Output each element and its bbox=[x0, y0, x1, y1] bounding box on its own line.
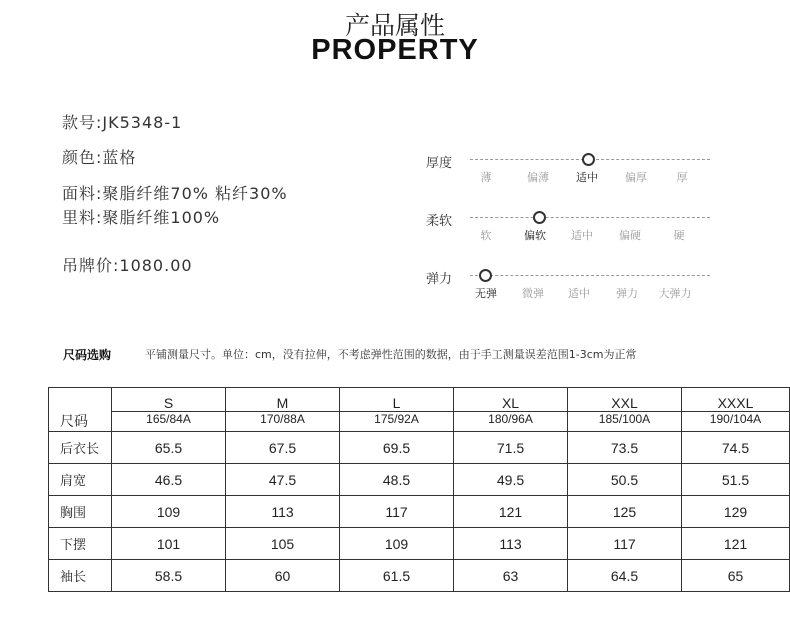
table-row bbox=[49, 528, 790, 560]
scale-option: 适中 bbox=[568, 287, 590, 300]
table-cell: 46.5 bbox=[112, 464, 226, 496]
scale-label: 柔软 bbox=[426, 214, 453, 229]
table-cell: 49.5 bbox=[454, 464, 568, 496]
table-cell: 109 bbox=[112, 496, 226, 528]
scale-option-selected: 无弹 bbox=[475, 287, 497, 300]
row-label: 下摆 bbox=[49, 528, 112, 560]
size-name: XXL bbox=[568, 388, 682, 412]
scale-marker bbox=[479, 269, 492, 282]
size-spec: 175/92A bbox=[340, 412, 454, 432]
table-cell: 47.5 bbox=[226, 464, 340, 496]
scale-option: 硬 bbox=[673, 229, 685, 242]
size-name: S bbox=[112, 388, 226, 412]
table-row bbox=[49, 464, 790, 496]
table-cell: 50.5 bbox=[568, 464, 682, 496]
style-number: 款号:JK5348-1 bbox=[62, 113, 183, 132]
table-cell: 113 bbox=[226, 496, 340, 528]
size-section-note: 平铺测量尺寸。单位：cm，没有拉伸，不考虑弹性范围的数据，由于手工测量误差范围1-3cm为正常 bbox=[145, 348, 637, 361]
size-spec: 180/96A bbox=[454, 412, 568, 432]
table-cell: 74.5 bbox=[682, 432, 790, 464]
size-spec: 170/88A bbox=[226, 412, 340, 432]
scale-option: 软 bbox=[480, 229, 492, 242]
size-name: M bbox=[226, 388, 340, 412]
size-corner-label: 尺码 bbox=[49, 388, 112, 432]
table-cell: 113 bbox=[454, 528, 568, 560]
table-cell: 125 bbox=[568, 496, 682, 528]
row-label: 袖长 bbox=[49, 560, 112, 592]
size-spec: 190/104A bbox=[682, 412, 790, 432]
table-cell: 129 bbox=[682, 496, 790, 528]
scale-option: 偏硬 bbox=[619, 229, 641, 242]
table-row bbox=[49, 432, 790, 464]
table-cell: 67.5 bbox=[226, 432, 340, 464]
table-row bbox=[49, 496, 790, 528]
scale-option: 弹力 bbox=[616, 287, 638, 300]
size-header-row bbox=[49, 388, 790, 412]
row-label: 胸围 bbox=[49, 496, 112, 528]
row-label: 肩宽 bbox=[49, 464, 112, 496]
scale-line bbox=[470, 217, 710, 218]
tag-price: 吊牌价:1080.00 bbox=[62, 256, 193, 275]
table-cell: 121 bbox=[682, 528, 790, 560]
table-cell: 61.5 bbox=[340, 560, 454, 592]
table-cell: 51.5 bbox=[682, 464, 790, 496]
table-row bbox=[49, 560, 790, 592]
page-title-en: PROPERTY bbox=[311, 34, 479, 66]
table-cell: 73.5 bbox=[568, 432, 682, 464]
scale-label: 弹力 bbox=[426, 272, 453, 287]
row-label: 后衣长 bbox=[49, 432, 112, 464]
scale-option: 偏薄 bbox=[527, 171, 549, 184]
table-cell: 105 bbox=[226, 528, 340, 560]
scale-option-selected: 适中 bbox=[576, 171, 598, 184]
page-title-cn: 产品属性 bbox=[344, 11, 445, 40]
size-table bbox=[48, 387, 790, 592]
fabric-info: 面料:聚脂纤维70% 粘纤30% bbox=[62, 184, 288, 203]
size-spec-row bbox=[49, 412, 790, 432]
table-cell: 71.5 bbox=[454, 432, 568, 464]
scale-label: 厚度 bbox=[426, 156, 453, 171]
table-cell: 60 bbox=[226, 560, 340, 592]
scale-marker bbox=[533, 211, 546, 224]
table-cell: 117 bbox=[340, 496, 454, 528]
size-spec: 165/84A bbox=[112, 412, 226, 432]
scale-option: 偏厚 bbox=[625, 171, 647, 184]
size-spec: 185/100A bbox=[568, 412, 682, 432]
size-section-heading: 尺码选购 bbox=[63, 348, 112, 362]
table-cell: 65 bbox=[682, 560, 790, 592]
scale-option: 薄 bbox=[480, 171, 492, 184]
table-cell: 58.5 bbox=[112, 560, 226, 592]
table-cell: 117 bbox=[568, 528, 682, 560]
scale-option: 适中 bbox=[571, 229, 593, 242]
scale-option: 微弹 bbox=[522, 287, 544, 300]
scale-option: 厚 bbox=[676, 171, 688, 184]
table-cell: 48.5 bbox=[340, 464, 454, 496]
color-info: 颜色:蓝格 bbox=[62, 148, 137, 167]
table-cell: 65.5 bbox=[112, 432, 226, 464]
scale-option-selected: 偏软 bbox=[524, 229, 546, 242]
size-name: XXXL bbox=[682, 388, 790, 412]
scale-option: 大弹力 bbox=[658, 287, 692, 300]
lining-info: 里料:聚脂纤维100% bbox=[62, 208, 221, 227]
table-cell: 121 bbox=[454, 496, 568, 528]
scale-marker bbox=[582, 153, 595, 166]
table-cell: 101 bbox=[112, 528, 226, 560]
table-cell: 69.5 bbox=[340, 432, 454, 464]
table-cell: 63 bbox=[454, 560, 568, 592]
size-name: XL bbox=[454, 388, 568, 412]
size-name: L bbox=[340, 388, 454, 412]
scale-line bbox=[470, 275, 710, 276]
table-cell: 64.5 bbox=[568, 560, 682, 592]
table-cell: 109 bbox=[340, 528, 454, 560]
